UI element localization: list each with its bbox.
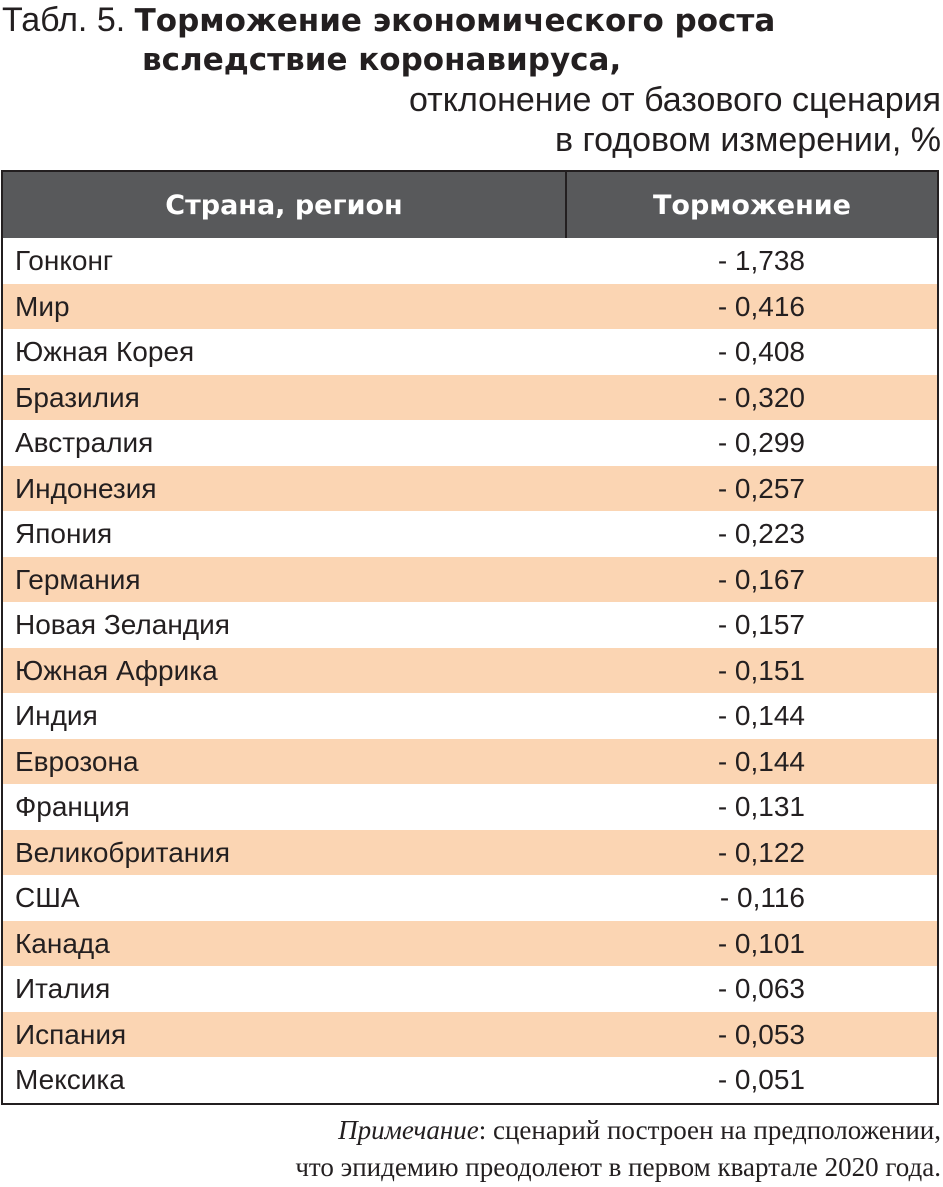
table-row	[3, 875, 937, 921]
table-row	[3, 739, 937, 785]
table-row	[3, 420, 937, 466]
slowdown-value-cell: - 0,320	[566, 375, 937, 421]
table-subtitle	[241, 80, 941, 160]
title-main-line-2: вследствие коронавируса,	[142, 42, 622, 78]
country-cell: Гонконг	[3, 238, 566, 284]
slowdown-value-cell: - 0,101	[566, 921, 937, 967]
footnote-text-1: : сценарий построен на предположении,	[478, 1115, 941, 1145]
table-row	[3, 784, 937, 830]
footnote-line-1	[41, 1112, 941, 1149]
slowdown-value-cell: - 0,408	[566, 329, 937, 375]
country-cell: США	[3, 875, 566, 921]
footnote	[41, 1112, 941, 1186]
table-row	[3, 511, 937, 557]
table-row	[3, 921, 937, 967]
country-cell: Канада	[3, 921, 566, 967]
subtitle-line-1: отклонение от базового сценария	[408, 81, 941, 119]
country-cell: Великобритания	[3, 830, 566, 876]
table-header-row	[3, 172, 937, 238]
country-cell: Мир	[3, 284, 566, 330]
slowdown-value-cell: - 0,063	[566, 966, 937, 1012]
country-cell: Индия	[3, 693, 566, 739]
country-cell: Германия	[3, 557, 566, 603]
title-line-1	[2, 0, 775, 41]
slowdown-value-cell: - 0,131	[566, 784, 937, 830]
table-number: Табл. 5.	[2, 1, 126, 39]
table-row	[3, 1057, 937, 1103]
table-row	[3, 284, 937, 330]
footnote-line-2: что эпидемию преодолеют в первом квартале 2020 года.	[295, 1152, 941, 1182]
slowdown-value-cell: - 0,257	[566, 466, 937, 512]
table-row	[3, 830, 937, 876]
table-row	[3, 466, 937, 512]
slowdown-value-cell: - 0,144	[566, 693, 937, 739]
slowdown-value-cell: - 1,738	[566, 238, 937, 284]
country-cell: Япония	[3, 511, 566, 557]
slowdown-value-cell: - 0,053	[566, 1012, 937, 1058]
table-row	[3, 966, 937, 1012]
slowdown-value-cell: - 0,416	[566, 284, 937, 330]
table-row	[3, 693, 937, 739]
table-row	[3, 557, 937, 603]
header-slowdown: Торможение	[566, 172, 937, 238]
country-cell: Мексика	[3, 1057, 566, 1103]
country-cell: Южная Корея	[3, 329, 566, 375]
table-row	[3, 375, 937, 421]
slowdown-value-cell: - 0,223	[566, 511, 937, 557]
country-cell: Новая Зеландия	[3, 602, 566, 648]
country-cell: Бразилия	[3, 375, 566, 421]
slowdown-value-cell: - 0,144	[566, 739, 937, 785]
country-cell: Австралия	[3, 420, 566, 466]
table-body	[3, 238, 937, 1103]
country-cell: Испания	[3, 1012, 566, 1058]
slowdown-value-cell: - 0,299	[566, 420, 937, 466]
country-cell: Италия	[3, 966, 566, 1012]
table-row	[3, 329, 937, 375]
country-cell: Индонезия	[3, 466, 566, 512]
subtitle-line-2: в годовом измерении, %	[554, 121, 941, 159]
country-cell: Франция	[3, 784, 566, 830]
slowdown-table	[3, 172, 937, 1103]
footnote-label: Примечание	[338, 1115, 479, 1145]
country-cell: Еврозона	[3, 739, 566, 785]
slowdown-value-cell: - 0,122	[566, 830, 937, 876]
data-table-frame	[1, 170, 939, 1105]
slowdown-value-cell: - 0,116	[566, 875, 937, 921]
table-row	[3, 602, 937, 648]
title-main-line-1: Торможение экономического роста	[134, 3, 776, 39]
slowdown-value-cell: - 0,167	[566, 557, 937, 603]
table-row	[3, 648, 937, 694]
slowdown-value-cell: - 0,157	[566, 602, 937, 648]
slowdown-value-cell: - 0,151	[566, 648, 937, 694]
table-row	[3, 1012, 937, 1058]
country-cell: Южная Африка	[3, 648, 566, 694]
table-row	[3, 238, 937, 284]
header-country: Страна, регион	[3, 172, 566, 238]
slowdown-value-cell: - 0,051	[566, 1057, 937, 1103]
